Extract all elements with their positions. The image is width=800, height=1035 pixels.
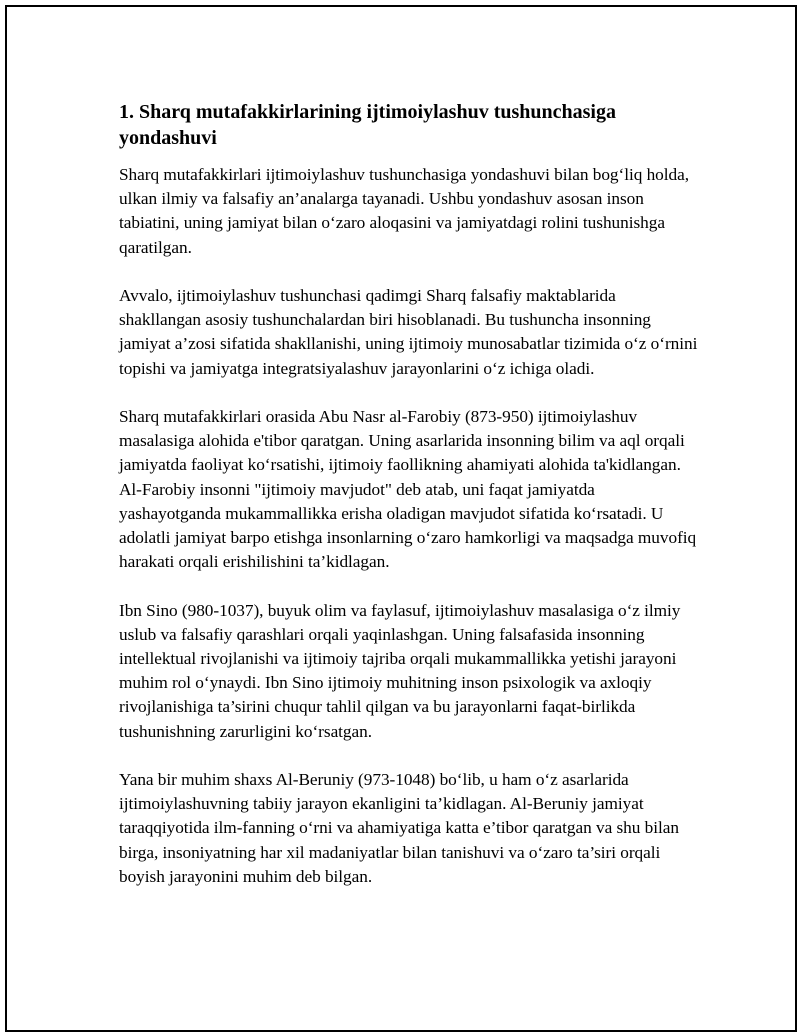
paragraph-intro: Sharq mutafakkirlari ijtimoiylashuv tushunchasiga yondashuvi bilan bog‘liq holda, ulkan ilmiy va falsafiy an’analarga tayanadi. Ushbu yondashuv asosan inson tabiatini, uning jamiyat bilan o‘zaro aloqasini va jamiyatdagi rolini tushunishga qaratilgan. [119,165,689,257]
document-page [5,5,797,1032]
section-heading: 1. Sharq mutafakkirlarining ijtimoiylashuv tushunchasiga yondashuvi [119,101,616,149]
paragraph-al-beruniy: Yana bir muhim shaxs Al-Beruniy (973-1048) bo‘lib, u ham o‘z asarlarida ijtimoiylashuvning tabiiy jarayon ekanligini ta’kidlagan. Al-Beruniy jamiyat taraqqiyotida ilm-fanning o‘rni va ahamiyatiga katta e’tibor qaratgan va shu bilan birga, insoniyatning har xil madaniyatlar bilan tanishuvi va o‘zaro ta’siri orqali boyish jarayonini muhim deb bilgan. [119,770,679,886]
paragraph-ibn-sino: Ibn Sino (980-1037), buyuk olim va faylasuf, ijtimoiylashuv masalasiga o‘z ilmiy uslub va falsafiy qarashlari orqali yaqinlashgan. Uning falsafasida insonning intellektual rivojlanishi va ijtimoiy tajriba orqali mukammallikka yetishi jarayoni muhim rol o‘ynaydi. Ibn Sino ijtimoiy muhitning inson psixologik va axloqiy rivojlanishiga ta’sirini chuqur tahlil qilgan va bu jarayonlarni faqat-birlikda tushunishning zarurligini ko‘rsatgan. [119,600,681,741]
document-body [119,99,699,913]
paragraph-al-farobiy: Sharq mutafakkirlari orasida Abu Nasr al-Farobiy (873-950) ijtimoiylashuv masalasiga alohida e'tibor qaratgan. Uning asarlarida insonning bilim va aql orqali jamiyatda faoliyat ko‘rsatishi, ijtimoiy faollikning ahamiyati alohida ta'kidlangan. Al-Farobiy insonni "ijtimoiy mavjudot" deb atab, uni faqat jamiyatda yashayotganda mukammallikka erisha oladigan mavjudot sifatida ko‘rsatadi. U adolatli jamiyat barpo etishga insonlarning o‘zaro hamkorligi va maqsadga muvofiq harakati orqali erishilishini ta’kidlagan. [119,407,697,572]
paragraph-socialization-concept: Avvalo, ijtimoiylashuv tushunchasi qadimgi Sharq falsafiy maktablarida shakllangan asosiy tushunchalardan biri hisoblanadi. Bu tushuncha insonning jamiyat a’zosi sifatida shakllanishi, uning ijtimoiy munosabatlar tizimida o‘z o‘rnini topishi va jamiyatga integratsiyalashuv jarayonlarini o‘z ichiga oladi. [119,286,698,378]
